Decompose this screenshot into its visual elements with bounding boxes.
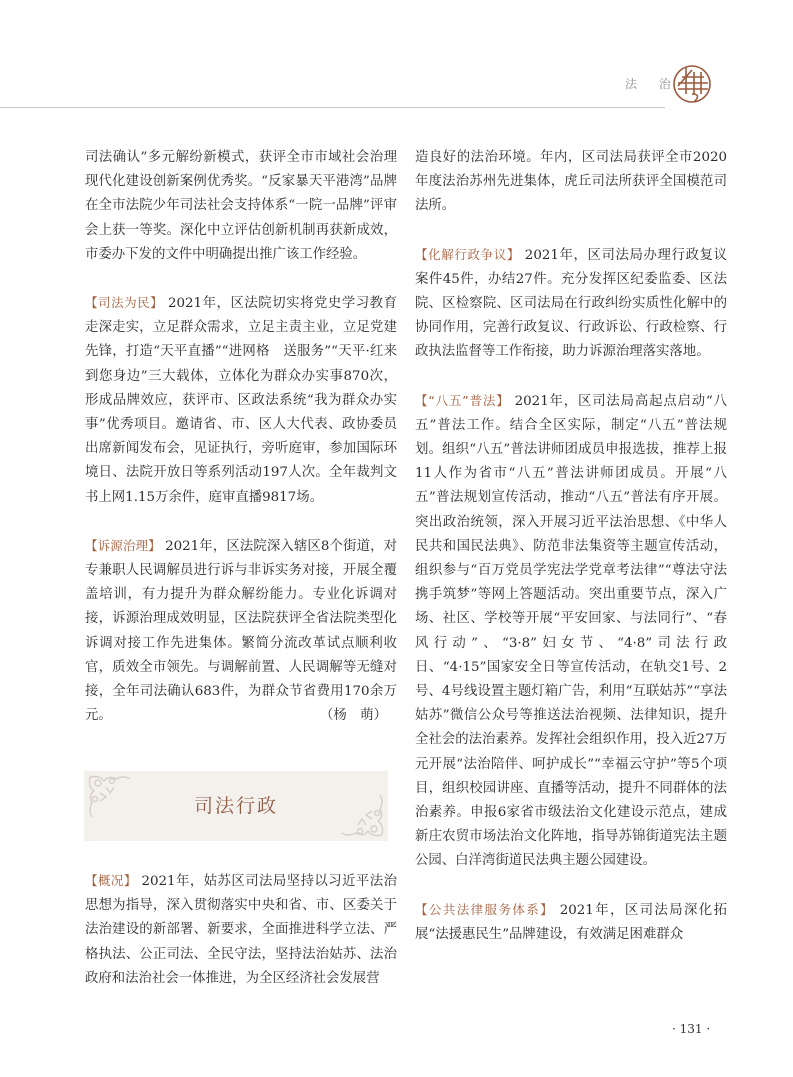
section-heading: 【“八五”普法】 (415, 392, 510, 408)
left-column (85, 146, 397, 729)
section-banner (84, 771, 388, 841)
section-heading: 【司法为民】 (85, 295, 164, 311)
section-title: 法 治 (625, 77, 680, 91)
section-heading: 【公共法律服务体系】 (415, 901, 555, 917)
left-column-lower (85, 869, 397, 991)
page-number: · 131 · (672, 1022, 711, 1036)
author-credit: （杨 萌） (320, 708, 387, 724)
paragraph-text: 2021年，区司法局办理行政复议案件45件，办结27件。充分发挥区纪委监委、区法院、区检察院、区司法局在行政纠纷实质性化解中的协同作用，完善行政复议、行政诉讼、行政检察、行政执法监督等工作衔接，助力诉源治理落实落地。 (415, 247, 727, 360)
right-column (415, 146, 741, 947)
paragraph-text: 2021年，区法院深入辖区8个街道，对专兼职人民调解员进行诉与非诉实务对接，开展全覆盖培训，有力提升为群众解纷能力。专业化诉调对接，诉源治理成效明显，区法院获评全省法院类型化诉调对接工作先进集体。繁简分流改革试点顺利收官，质效全市领先。与调解前置、人民调解等无缝对接，全年司法确认683件，为群众节省费用170余万元。 (85, 538, 397, 724)
paragraph-litigation-source (85, 534, 397, 729)
paragraph-overview (85, 869, 397, 991)
paragraph-administrative-disputes (415, 243, 727, 365)
section-heading: 【诉源治理】 (85, 537, 161, 553)
paragraph-text: 2021年，区法院切实将党史学习教育走深走实，立足群众需求，立足主责主业，立足党建先锋，打造“天平直播”“进网格 送服务”“天平·红来到您身边”三大载体，立体化为群众办实事870次，形成品牌效应，获评市、区政法系统“我为群众办实事”优秀项目。邀请省、市、区人大代表、政协委员出席新闻发布会，见证执行，旁听庭审，参加国际环境日、法院开放日等系列活动197人次。全年裁判文书上网1.15万余件，庭审直播9817场。 (85, 296, 397, 505)
section-heading: 【概况】 (85, 873, 137, 888)
paragraph-text: 2021年，区司法局深化拓展“法援惠民生”品牌建设，有效满足困难群众 (415, 902, 727, 942)
paragraph-judicial-confirmation: 司法确认”多元解纷新模式，获评全市市域社会治理现代化建设创新案例优秀奖。“反家暴天平港湾”品牌在全市法院少年司法社会支持体系“一院一品牌”评审会上获一等奖。深化中立评估创新机制再获新成效，市委办下发的文件中明确提出推广该工作经验。 (85, 150, 397, 262)
banner-title: 司法行政 (193, 795, 278, 817)
law-emblem-icon (672, 64, 712, 104)
paragraph-legal-environment: 造良好的法治环境。年内，区司法局获评全市2020年度法治苏州先进集体，虎丘司法所获评全国模范司法所。 (415, 150, 727, 214)
header-rule (0, 107, 665, 108)
paragraph-justice-for-people (85, 291, 397, 510)
paragraph-eighth-five-year-plan (415, 389, 741, 874)
section-heading: 【化解行政争议】 (415, 246, 520, 262)
paragraph-text: 2021年，姑苏区司法局坚持以习近平法治思想为指导，深入贯彻落实中央和省、市、区委关于法治建设的新部署、新要求，全面推进科学立法、严格执法、公正司法、全民守法，坚持法治姑苏、法治政府和法治社会一体推进，为全区经济社会发展营 (85, 874, 397, 986)
paragraph-text: 2021年，区司法局高起点启动“八五”普法工作。结合全区实际，制定“八五”普法规划。组织“八五”普法讲师团成员申报选拔，推荐上报11人作为省市“八五”普法讲师团成员。开展“八五”普法规划宣传活动，推动“八五”普法有序开展。突出政治统领，深入开展习近平法治思想、《中华人民共和国民法典》、防范非法集资等主题宣传活动，组织参与“百万党员学宪法学党章考法律”“尊法守法 携手筑梦”等网上答题活动。突出重要节点，深入广场、社区、学校等开展“平安回家、与法同行”、“春风行动”、“3·8”妇女节、“4·8”司法行政日、“4·15”国家安全日等宣传活动，在轨交1号、2号、4号线设置主题灯箱广告，利用“互联姑苏”“享法姑苏”微信公众号等推送法治视频、法律知识，提升全社会的法治素养。发挥社会组织作用，投入近27万元开展“法治陪伴、呵护成长”“幸福云守护”等5个项目，组织校园讲座、直播等活动，提升不同群体的法治素养。申报6家省市级法治文化建设示范点，建成新庄农贸市场法治文化阵地，指导苏锦街道宪法主题公园、白洋湾街道民法典主题公园建设。 (415, 393, 741, 869)
paragraph-public-legal-service (415, 898, 727, 947)
